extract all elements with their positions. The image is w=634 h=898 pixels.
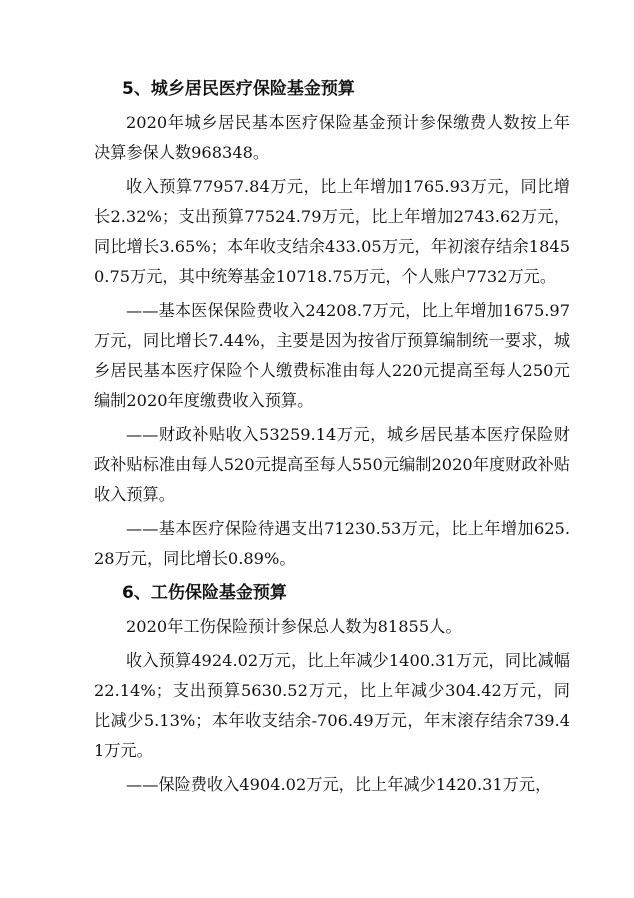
document-body [94, 74, 570, 804]
paragraph: 收入预算4924.02万元，比上年减少1400.31万元，同比减幅22.14%；支出预算5630.52万元，比上年减少304.42万元，同比减少5.13%；本年收支结余-706.49万元，年末滚存结余739.41万元。 [94, 651, 570, 760]
paragraph: ——基本医保保险费收入24208.7万元，比上年增加1675.97万元，同比增长7.44%，主要是因为按省厅预算编制统一要求，城乡居民基本医疗保险个人缴费标准由每人220元提高至每人250元编制2020年度缴费收入预算。 [94, 301, 570, 410]
paragraph: ——财政补贴收入53259.14万元，城乡居民基本医疗保险财政补贴标准由每人520元提高至每人550元编制2020年度财政补贴收入预算。 [94, 425, 570, 504]
section-title-urban-rural-medical: 5、城乡居民医疗保险基金预算 [122, 79, 355, 99]
paragraph: ——保险费收入4904.02万元，比上年减少1420.31万元， [126, 775, 552, 794]
paragraph: 收入预算77957.84万元，比上年增加1765.93万元，同比增长2.32%；支出预算77524.79万元，比上年增加2743.62万元，同比增长3.65%；本年收支结余433.05万元，年初滚存结余18450.75万元，其中统筹基金10718.75万元，个人账户7732万元。 [94, 177, 570, 286]
paragraph: 2020年城乡居民基本医疗保险基金预计参保缴费人数按上年决算参保人数968348。 [94, 113, 570, 162]
paragraph: 2020年工伤保险预计参保总人数为81855人。 [126, 617, 462, 636]
paragraph: ——基本医疗保险待遇支出71230.53万元，比上年增加625.28万元，同比增长0.89%。 [94, 519, 570, 568]
section-title-work-injury: 6、工伤保险基金预算 [122, 583, 287, 603]
